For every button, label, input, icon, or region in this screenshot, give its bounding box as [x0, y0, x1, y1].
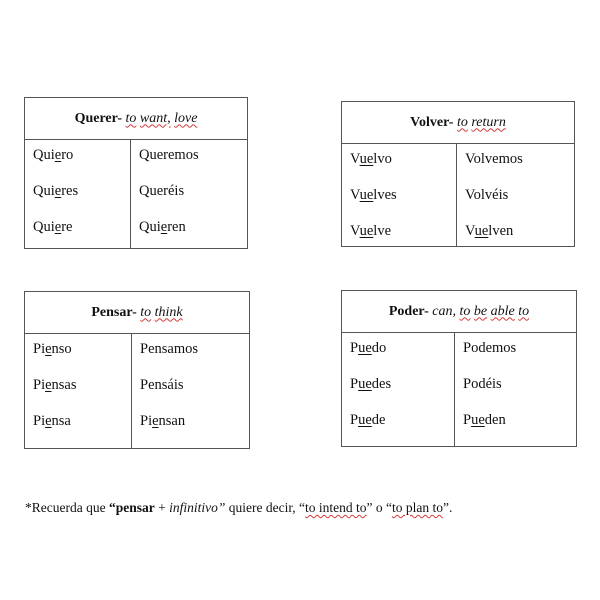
singular-column	[25, 140, 131, 248]
footnote: *Recuerda que “pensar + infinitivo” quiere decir, “to intend to” o “to plan to”.	[25, 500, 453, 515]
verb-gloss: can, to be able to	[432, 303, 530, 319]
conjugation-cell: Pensáis	[140, 377, 184, 393]
conjugation-cell: Pensamos	[140, 341, 198, 357]
conjugation-cell: Quieres	[33, 183, 79, 199]
conjugation-cell: Piensan	[140, 413, 186, 429]
singular-column	[342, 144, 457, 246]
conjugation-cell: Pueden	[463, 412, 506, 428]
conjugation-cell: Piensas	[33, 377, 77, 393]
querer-table	[24, 97, 248, 249]
verb-gloss: to return	[456, 114, 506, 130]
conjugation-cell: Volvemos	[465, 151, 523, 167]
conjugation-cell: Queremos	[139, 147, 199, 163]
table-header	[342, 291, 576, 333]
verb-gloss: to want, love	[125, 110, 198, 126]
conjugation-cell: Vuelven	[465, 223, 514, 239]
verb-title: Volver-	[410, 114, 454, 130]
verb-title: Pensar-	[91, 304, 137, 320]
singular-column	[342, 333, 455, 446]
conjugation-cell: Puedo	[350, 340, 387, 356]
conjugation-cell: Vuelves	[350, 187, 397, 203]
conjugation-cell: Vuelve	[350, 223, 392, 239]
plural-column	[455, 333, 516, 446]
conjugation-cell: Puede	[350, 412, 386, 428]
plural-column	[457, 144, 523, 246]
conjugation-cell: Quieren	[139, 219, 186, 235]
table-header	[25, 98, 247, 140]
volver-table	[341, 101, 575, 247]
conjugation-cell: Podemos	[463, 340, 517, 356]
conjugation-cell: Podéis	[463, 376, 502, 392]
table-header	[25, 292, 249, 334]
verb-title: Poder-	[388, 303, 429, 319]
pensar-table	[24, 291, 250, 449]
conjugation-cell: Volvéis	[465, 187, 509, 203]
verb-title: Querer-	[74, 110, 122, 126]
singular-column	[25, 334, 132, 448]
conjugation-cell: Piensa	[33, 413, 71, 429]
conjugation-cell: Quiero	[33, 147, 74, 163]
conjugation-cell: Quiere	[33, 219, 73, 235]
verb-gloss: to think	[140, 304, 183, 320]
conjugation-cell: Vuelvo	[350, 151, 392, 167]
conjugation-cell: Queréis	[139, 183, 185, 199]
plural-column	[131, 140, 199, 248]
poder-table	[341, 290, 577, 447]
table-header	[342, 102, 574, 144]
conjugation-cell: Pienso	[33, 341, 72, 357]
conjugation-cell: Puedes	[350, 376, 392, 392]
plural-column	[132, 334, 198, 448]
